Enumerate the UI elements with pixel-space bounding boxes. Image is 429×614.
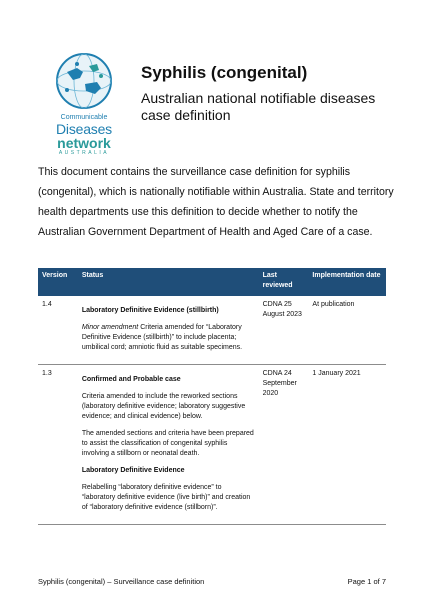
footer-page-number: Page 1 of 7 — [347, 577, 386, 586]
table-row — [38, 365, 386, 525]
cell-status — [78, 365, 259, 525]
header-version: Version — [38, 268, 78, 296]
status-paragraph: Relabelling “laboratory definitive evidence” to “laboratory definitive evidence (live birth)” and creation of “laboratory definitive evidence (stillborn)”. — [81, 484, 251, 511]
logo-line-2: Diseases — [56, 121, 112, 137]
cell-version: 1.3 — [38, 365, 78, 525]
status-heading: Laboratory Definitive Evidence — [81, 467, 185, 474]
version-history-table — [38, 268, 386, 525]
logo-line-1: Communicable — [60, 114, 108, 121]
status-text: Criteria amended for “Laboratory Definitive Evidence (stillbirth)” to include placenta; umbilical cord; amniotic fluid as suitable specimens. — [81, 324, 243, 351]
cell-last-reviewed: CDNA 25 August 2023 — [259, 296, 309, 365]
footer-document-name: Syphilis (congenital) – Surveillance case definition — [38, 577, 205, 586]
logo-line-3: network — [57, 135, 111, 151]
status-paragraph: Criteria amended to include the reworked sections (laboratory definitive evidence; laboratory suggestive evidence; and clinical evidence) below. — [81, 393, 246, 420]
status-heading: Laboratory Definitive Evidence (stillbirth) — [81, 307, 219, 314]
cdna-logo — [40, 50, 128, 180]
status-paragraph: The amended sections and criteria have been prepared to assist the classification of congenital syphilis involving a stillborn or neonatal death. — [81, 430, 254, 457]
header-last-reviewed: Last reviewed — [259, 268, 309, 296]
status-paragraph — [82, 323, 255, 353]
status-emphasis: Minor amendment — [81, 324, 139, 331]
cell-implementation-date: 1 January 2021 — [308, 365, 386, 525]
table-row — [38, 296, 386, 365]
cell-version: 1.4 — [38, 296, 78, 365]
intro-paragraph: This document contains the surveillance case definition for syphilis (congenital), which is nationally notifiable within Australia. State and territory health departments use this definition to decide whether to notify the Australian Government Department of Health and Aged Care of a case. — [38, 166, 394, 238]
cell-last-reviewed: CDNA 24 September 2020 — [259, 365, 309, 525]
document-subtitle: Australian national notifiable diseases case definition — [141, 90, 376, 123]
cell-status — [78, 296, 259, 365]
logo-line-4: AUSTRALIA — [58, 150, 110, 156]
table-header-row — [38, 268, 386, 296]
header-status: Status — [78, 268, 259, 296]
globe-icon — [53, 50, 115, 112]
cell-implementation-date: At publication — [308, 296, 386, 365]
header-implementation-date: Implementation date — [308, 268, 386, 296]
status-heading: Confirmed and Probable case — [81, 376, 181, 383]
document-title: Syphilis (congenital) — [141, 63, 308, 82]
